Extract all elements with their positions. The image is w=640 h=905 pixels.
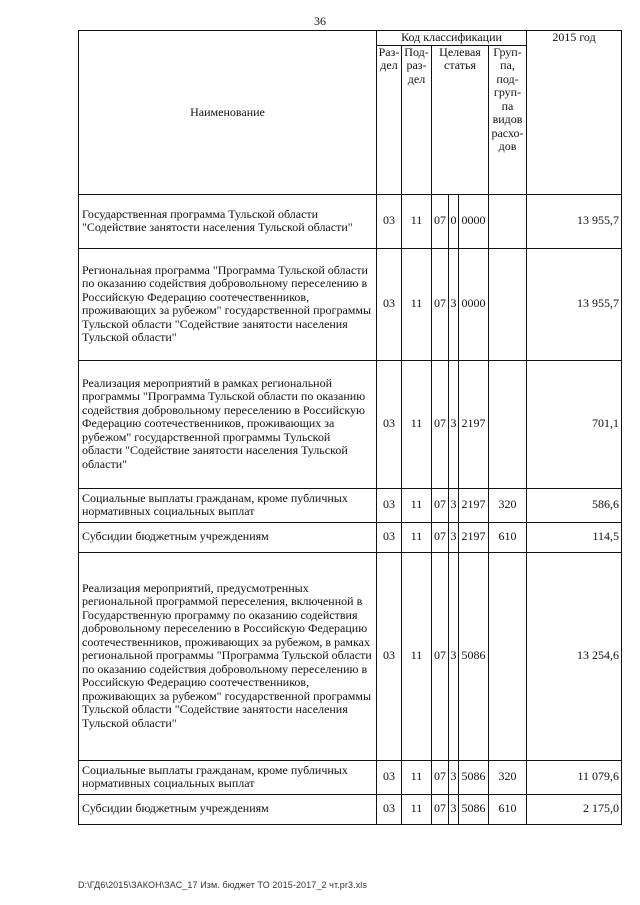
header-podrazdel: Под-раз-дел bbox=[402, 45, 432, 194]
row-razdel: 03 bbox=[377, 248, 402, 360]
row-target-subprogram: 3 bbox=[449, 552, 459, 760]
table-row bbox=[79, 794, 622, 824]
row-podrazdel: 11 bbox=[402, 194, 432, 248]
row-target-direction: 2197 bbox=[459, 360, 489, 488]
row-target-subprogram: 3 bbox=[449, 522, 459, 552]
page-number: 36 bbox=[314, 14, 326, 28]
row-expense-group: 610 bbox=[489, 794, 527, 824]
row-amount: 701,1 bbox=[527, 360, 622, 488]
row-razdel: 03 bbox=[377, 760, 402, 794]
file-path-footer: D:\ГД6\2015\ЗАКОН\ЗАС_17 Изм. бюджет ТО 2015-2017_2 чт.pr3.xls bbox=[78, 880, 367, 890]
row-target-subprogram: 0 bbox=[449, 194, 459, 248]
row-target-program: 07 bbox=[432, 194, 449, 248]
row-target-program: 07 bbox=[432, 522, 449, 552]
row-expense-group: 320 bbox=[489, 760, 527, 794]
row-name: Социальные выплаты гражданам, кроме публичных нормативных социальных выплат bbox=[79, 760, 377, 794]
table-row bbox=[79, 760, 622, 794]
table-row bbox=[79, 552, 622, 760]
row-amount: 13 955,7 bbox=[527, 194, 622, 248]
row-target-direction: 2197 bbox=[459, 522, 489, 552]
row-target-program: 07 bbox=[432, 360, 449, 488]
row-target-subprogram: 3 bbox=[449, 760, 459, 794]
table-row bbox=[79, 488, 622, 522]
row-amount: 586,6 bbox=[527, 488, 622, 522]
header-group: Груп-па, под-груп-па видов расхо-дов bbox=[489, 45, 527, 194]
row-expense-group: 610 bbox=[489, 522, 527, 552]
row-target-direction: 5086 bbox=[459, 760, 489, 794]
header-year: 2015 год bbox=[527, 31, 622, 195]
row-name: Региональная программа "Программа Тульской области по оказанию содействия добровольному переселению в Российскую Федерацию соотечественников, проживающих за рубежом" государственной программы Тульской области "Содействие занятости населения Тульской области" bbox=[79, 248, 377, 360]
row-amount: 11 079,6 bbox=[527, 760, 622, 794]
row-expense-group bbox=[489, 194, 527, 248]
row-name: Государственная программа Тульской области "Содействие занятости населения Тульской области" bbox=[79, 194, 377, 248]
row-expense-group bbox=[489, 360, 527, 488]
header-name: Наименование bbox=[79, 31, 377, 195]
row-target-program: 07 bbox=[432, 760, 449, 794]
header-razdel: Раз-дел bbox=[377, 45, 402, 194]
row-razdel: 03 bbox=[377, 194, 402, 248]
budget-table bbox=[78, 30, 622, 825]
row-amount: 2 175,0 bbox=[527, 794, 622, 824]
row-target-direction: 5086 bbox=[459, 552, 489, 760]
table-row bbox=[79, 248, 622, 360]
row-razdel: 03 bbox=[377, 360, 402, 488]
row-expense-group bbox=[489, 248, 527, 360]
row-target-program: 07 bbox=[432, 488, 449, 522]
row-podrazdel: 11 bbox=[402, 522, 432, 552]
row-podrazdel: 11 bbox=[402, 794, 432, 824]
row-target-direction: 0000 bbox=[459, 194, 489, 248]
table-row bbox=[79, 522, 622, 552]
row-name: Субсидии бюджетным учреждениям bbox=[79, 794, 377, 824]
row-target-direction: 2197 bbox=[459, 488, 489, 522]
row-razdel: 03 bbox=[377, 522, 402, 552]
row-target-subprogram: 3 bbox=[449, 360, 459, 488]
header-code: Код классификации bbox=[377, 31, 527, 46]
row-name: Реализация мероприятий, предусмотренных региональной программой переселения, включенной в Государственную программу по оказанию содействия добровольному переселению в Российскую Федерацию соотечественников, проживающих за рубежом, в рамках региональной программы "Программа Тульской области по оказанию содействия добровольному переселению в Российскую Федерацию соотечественников, проживающих за рубежом" государственной программы Тульской области "Содействие занятости населения Тульской области" bbox=[79, 552, 377, 760]
row-name: Социальные выплаты гражданам, кроме публичных нормативных социальных выплат bbox=[79, 488, 377, 522]
row-target-subprogram: 3 bbox=[449, 248, 459, 360]
row-target-direction: 5086 bbox=[459, 794, 489, 824]
row-target-subprogram: 3 bbox=[449, 794, 459, 824]
row-podrazdel: 11 bbox=[402, 760, 432, 794]
row-razdel: 03 bbox=[377, 488, 402, 522]
row-podrazdel: 11 bbox=[402, 248, 432, 360]
row-target-program: 07 bbox=[432, 248, 449, 360]
row-name: Субсидии бюджетным учреждениям bbox=[79, 522, 377, 552]
row-amount: 13 955,7 bbox=[527, 248, 622, 360]
table-row bbox=[79, 194, 622, 248]
row-amount: 114,5 bbox=[527, 522, 622, 552]
row-podrazdel: 11 bbox=[402, 488, 432, 522]
row-expense-group: 320 bbox=[489, 488, 527, 522]
row-razdel: 03 bbox=[377, 794, 402, 824]
row-target-program: 07 bbox=[432, 552, 449, 760]
row-name: Реализация мероприятий в рамках региональной программы "Программа Тульской области по оказанию содействия добровольному переселению в Российскую Федерацию соотечественников, проживающих за рубежом" государственной программы Тульской области "Содействие занятости населения Тульской области" bbox=[79, 360, 377, 488]
row-razdel: 03 bbox=[377, 552, 402, 760]
row-expense-group bbox=[489, 552, 527, 760]
header-target: Целевая статья bbox=[432, 45, 489, 194]
row-podrazdel: 11 bbox=[402, 552, 432, 760]
table-row bbox=[79, 360, 622, 488]
row-target-subprogram: 3 bbox=[449, 488, 459, 522]
row-amount: 13 254,6 bbox=[527, 552, 622, 760]
row-target-direction: 0000 bbox=[459, 248, 489, 360]
row-target-program: 07 bbox=[432, 794, 449, 824]
row-podrazdel: 11 bbox=[402, 360, 432, 488]
